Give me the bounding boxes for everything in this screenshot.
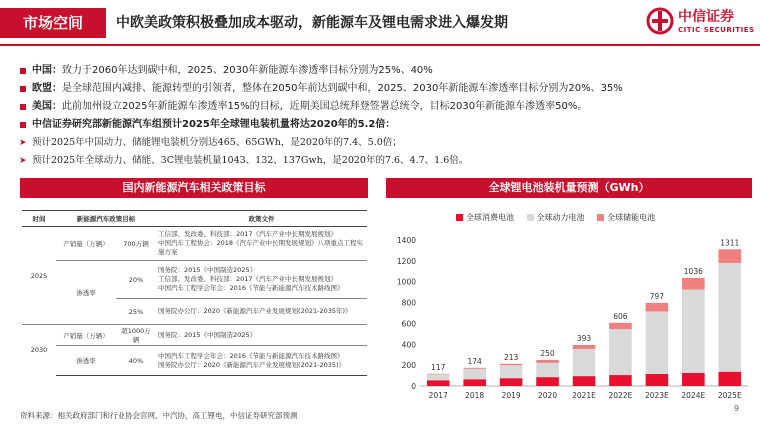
bullet-text: 致力于2060年达到碳中和，2025、2030年新能源车渗透率目标分别为25%、40% — [62, 65, 433, 76]
chart-panel-title: 全球锂电池装机量预测（GWh） — [386, 178, 752, 198]
doc-line: 工信部、发改委、科技部：2017《汽车产业中长期发展规划》 — [158, 230, 338, 238]
bullet-eu — [20, 80, 750, 98]
bar-segment-power — [573, 349, 596, 376]
x-tick-label: 2022E — [608, 391, 633, 400]
bar-segment-storage — [573, 345, 596, 349]
y-tick-label: 1200 — [396, 256, 416, 266]
x-tick-label: 2020 — [538, 391, 558, 400]
cell-docs — [156, 346, 367, 376]
y-tick-label: 200 — [401, 361, 416, 371]
bar-segment-consumer — [500, 378, 523, 386]
cell-target: 渗透率 — [56, 346, 116, 376]
bar-segment-power — [427, 374, 450, 380]
page-header — [0, 0, 760, 44]
table-header-row — [22, 211, 367, 227]
x-tick-label: 2024E — [681, 391, 706, 400]
bar-total-label: 117 — [431, 362, 446, 372]
battery-installation-chart — [386, 200, 756, 408]
section-tag: 市场空间 — [0, 8, 106, 38]
bullet-text: 中信证券研究部新能源汽车组预计2025年全球锂电装机量将达2020年的5.2倍： — [32, 119, 396, 130]
col-header-target: 新能源汽车政策目标 — [56, 211, 156, 227]
policy-panel-title: 国内新能源汽车相关政策目标 — [20, 178, 368, 198]
bar-total-label: 797 — [649, 291, 665, 301]
x-tick-label: 2019 — [501, 391, 521, 400]
bar-segment-consumer — [718, 372, 741, 386]
bullet-us — [20, 98, 750, 116]
citic-logo-icon — [646, 6, 674, 36]
arrow-right-icon: ➤ — [19, 138, 27, 148]
bar-segment-consumer — [536, 377, 559, 386]
bullet-label: 欧盟： — [32, 83, 62, 94]
cell-target: 渗透率 — [56, 261, 116, 325]
bar-segment-consumer — [609, 375, 632, 386]
bullet-square-icon — [20, 86, 26, 92]
y-tick-label: 1000 — [396, 277, 416, 287]
bar-segment-storage — [682, 278, 705, 290]
logo-text-cn: 中信证券 — [678, 9, 734, 25]
bullet-label: 中国： — [32, 65, 62, 76]
cell-value: 超1000万辆 — [116, 325, 156, 346]
sub-bullet-china — [20, 134, 750, 152]
bar-segment-storage — [463, 368, 486, 369]
y-tick-label: 800 — [401, 298, 416, 308]
header-divider — [0, 44, 760, 46]
policy-table — [22, 210, 367, 376]
table-row — [22, 261, 367, 299]
page-title: 中欧美政策积极叠加成本驱动，新能源车及锂电需求进入爆发期 — [116, 15, 508, 31]
bar-segment-storage — [718, 249, 741, 263]
bar-total-label: 213 — [503, 352, 519, 362]
bar-segment-consumer — [646, 374, 669, 386]
y-tick-label: 0 — [411, 382, 416, 391]
bullet-label: 美国： — [32, 101, 62, 112]
y-tick-label: 600 — [401, 319, 416, 329]
table-row — [22, 325, 367, 346]
sub-bullet-global — [20, 152, 750, 170]
bar-segment-storage — [427, 374, 450, 375]
x-tick-label: 2018 — [465, 391, 485, 400]
bar-segment-storage — [536, 360, 559, 363]
doc-line: 国务院：2015《中国制造2025》 — [158, 330, 257, 339]
bullet-forecast — [20, 116, 750, 134]
bar-total-label: 1311 — [720, 238, 740, 248]
cell-value: 25% — [116, 299, 156, 325]
bullet-square-icon — [20, 122, 26, 128]
cell-value: 40% — [116, 346, 156, 376]
col-header-docs: 政策文件 — [156, 211, 367, 227]
bar-segment-consumer — [463, 379, 486, 386]
cell-docs — [156, 325, 367, 346]
col-header-year: 时间 — [22, 211, 56, 227]
legend-label: 全球消费电池 — [466, 213, 514, 222]
doc-line: 国务院办公厅：2020《新能源汽车产业发展规划(2021-2035年)》 — [158, 307, 352, 315]
bar-total-label: 1036 — [683, 266, 703, 276]
cell-target: 产销量（万辆） — [56, 325, 116, 346]
cell-docs — [156, 261, 367, 299]
bar-segment-power — [536, 363, 559, 377]
sub-bullet-text: 预计2025年中国动力、储能锂电装机分别达465、65GWh，是2020年的7.4、5.0倍； — [32, 137, 402, 148]
cell-target: 产销量（万辆） — [63, 240, 109, 248]
x-tick-label: 2025E — [717, 391, 742, 400]
bar-total-label: 606 — [613, 311, 628, 321]
arrow-right-icon: ➤ — [19, 156, 27, 166]
y-tick-label: 1400 — [396, 236, 416, 245]
bar-total-label: 174 — [467, 356, 482, 366]
bar-segment-power — [646, 311, 669, 374]
legend-label: 全球储能电池 — [607, 213, 656, 222]
bar-segment-consumer — [427, 380, 450, 386]
doc-line: 工信部、发改委、科技部：2017《汽车产业中长期发展规划》 — [158, 275, 338, 283]
legend-label: 全球动力电池 — [536, 213, 585, 222]
x-tick-label: 2021E — [572, 391, 596, 400]
bar-segment-power — [609, 329, 632, 375]
doc-line: 中国汽车工程学会年会：2016《节能与新能源汽车技术路线图》 — [158, 351, 344, 360]
doc-line: 中国汽车工程协会：2018《汽车产业中长期发展规划》八项重点工程实施方案 — [158, 239, 364, 256]
bullet-list — [20, 62, 750, 170]
company-logo — [646, 4, 756, 40]
bullet-square-icon — [20, 68, 26, 74]
cell-docs — [156, 227, 367, 261]
doc-line: 国务院：2015《中国制造2025》 — [158, 266, 257, 274]
table-row — [22, 346, 367, 376]
bar-segment-power — [718, 263, 741, 372]
bar-segment-power — [682, 290, 705, 373]
cell-year: 2030 — [22, 325, 56, 376]
x-tick-label: 2023E — [644, 391, 669, 400]
bullet-text: 是全球范围内减排、能源转型的引领者，整体在2050年前达到碳中和，2025、2030年新能源车渗透率目标分别为20%、35% — [62, 83, 623, 94]
table-row — [22, 227, 367, 261]
bar-segment-power — [463, 369, 486, 379]
bar-total-label: 250 — [540, 348, 555, 358]
cell-value: 20% — [116, 261, 156, 299]
bar-segment-storage — [609, 323, 632, 329]
bar-segment-consumer — [682, 373, 705, 386]
bullet-square-icon — [20, 104, 26, 110]
sub-bullet-text: 预计2025年全球动力、储能、3C锂电装机量1043、132、137Gwh，是2020年的7.6、4.7、1.6倍。 — [32, 155, 469, 166]
cell-docs — [156, 299, 367, 325]
doc-line: 国务院办公厅：2020《新能源汽车产业发展规划(2021-2035)》 — [158, 360, 346, 369]
y-tick-label: 400 — [401, 340, 416, 350]
bar-segment-storage — [646, 303, 669, 312]
doc-line: 中国汽车工程学会年会：2016《节能与新能源汽车技术路线图》 — [158, 284, 344, 292]
bar-segment-storage — [500, 364, 523, 365]
bar-segment-power — [500, 365, 523, 378]
bullet-text: 此前加州设立2025年新能源车渗透率15%的目标，近期美国总统拜登签署总统令，目标2030年新能源车渗透率50%。 — [62, 101, 588, 112]
x-tick-label: 2017 — [428, 391, 448, 400]
logo-text-en: CITIC SECURITIES — [678, 26, 755, 34]
bar-segment-consumer — [573, 376, 596, 386]
cell-year: 2025 — [30, 271, 48, 280]
page-number: 9 — [734, 404, 740, 413]
bullet-china — [20, 62, 750, 80]
bar-total-label: 393 — [576, 334, 592, 344]
source-note: 资料来源：相关政府部门和行业协会官网，中汽协，高工锂电，中信证券研究部预测 — [20, 411, 298, 420]
cell-value: 700万辆 — [123, 240, 149, 248]
